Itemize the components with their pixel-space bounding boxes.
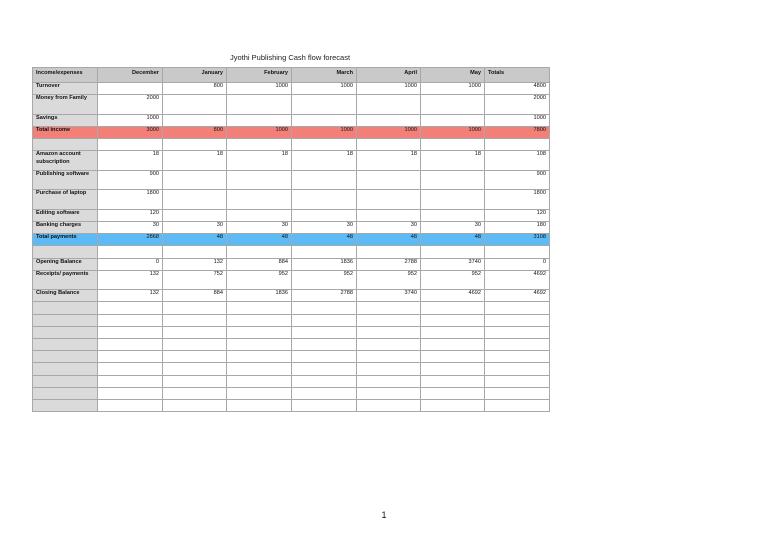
cell-march[interactable] <box>292 139 357 151</box>
cell-april[interactable] <box>357 363 421 375</box>
table-row <box>33 126 550 138</box>
page-number: 1 <box>381 510 387 520</box>
cell-april[interactable] <box>357 114 421 126</box>
header-cell-january[interactable]: January <box>163 68 227 83</box>
cell-may[interactable]: 4692 <box>421 290 485 302</box>
cell-may[interactable] <box>421 326 485 338</box>
cell-april[interactable]: 2788 <box>357 258 421 270</box>
cell-april[interactable] <box>357 399 421 411</box>
cell-march[interactable] <box>292 246 357 258</box>
cell-december[interactable] <box>98 246 163 258</box>
cell-january[interactable] <box>163 387 227 399</box>
cell-totals[interactable] <box>485 139 550 151</box>
cell-december[interactable] <box>98 387 163 399</box>
cell-march[interactable] <box>292 302 357 314</box>
cell-december[interactable]: 18 <box>98 151 163 171</box>
table-row <box>33 170 550 190</box>
cell-may[interactable]: 1000 <box>421 126 485 138</box>
cell-totals[interactable]: 108 <box>485 151 550 171</box>
cell-february[interactable] <box>227 95 292 115</box>
cell-december[interactable] <box>98 375 163 387</box>
cell-december[interactable]: 120 <box>98 209 163 221</box>
table-row <box>33 139 550 151</box>
cell-april[interactable]: 1000 <box>357 83 421 95</box>
cell-april[interactable] <box>357 139 421 151</box>
cell-may[interactable] <box>421 95 485 115</box>
cell-april[interactable]: 952 <box>357 270 421 290</box>
cell-may[interactable]: 3740 <box>421 258 485 270</box>
cell-totals[interactable]: 120 <box>485 209 550 221</box>
cell-may[interactable] <box>421 139 485 151</box>
row-label-cell[interactable]: Receipts/ payments <box>33 270 98 290</box>
table-row <box>33 338 550 350</box>
cell-april[interactable] <box>357 302 421 314</box>
cell-january[interactable] <box>163 326 227 338</box>
row-label-cell[interactable]: Total payments <box>33 234 98 246</box>
cell-january[interactable] <box>163 190 227 210</box>
header-cell-april[interactable]: April <box>357 68 421 83</box>
row-label-cell[interactable] <box>33 246 98 258</box>
table-row <box>33 290 550 302</box>
cell-april[interactable] <box>357 387 421 399</box>
cell-february[interactable] <box>227 139 292 151</box>
table-row <box>33 270 550 290</box>
cell-may[interactable] <box>421 170 485 190</box>
cell-february[interactable]: 1000 <box>227 83 292 95</box>
cell-february[interactable] <box>227 326 292 338</box>
cell-december[interactable]: 30 <box>98 221 163 233</box>
cell-april[interactable]: 18 <box>357 151 421 171</box>
cell-january[interactable] <box>163 139 227 151</box>
cell-february[interactable] <box>227 170 292 190</box>
cell-march[interactable] <box>292 314 357 326</box>
cell-february[interactable] <box>227 302 292 314</box>
cell-totals[interactable]: 180 <box>485 221 550 233</box>
cell-january[interactable] <box>163 375 227 387</box>
cell-april[interactable]: 1000 <box>357 126 421 138</box>
cell-may[interactable]: 1000 <box>421 83 485 95</box>
cell-december[interactable]: 2868 <box>98 234 163 246</box>
header-cell-march[interactable]: March <box>292 68 357 83</box>
cell-april[interactable] <box>357 209 421 221</box>
cell-december[interactable]: 0 <box>98 258 163 270</box>
cell-february[interactable]: 1836 <box>227 290 292 302</box>
cell-january[interactable]: 884 <box>163 290 227 302</box>
cell-december[interactable] <box>98 139 163 151</box>
table-body <box>33 83 550 412</box>
cell-march[interactable] <box>292 399 357 411</box>
cell-totals[interactable]: 900 <box>485 170 550 190</box>
table-row <box>33 190 550 210</box>
cell-january[interactable]: 48 <box>163 234 227 246</box>
cell-january[interactable] <box>163 95 227 115</box>
cell-january[interactable] <box>163 170 227 190</box>
cell-january[interactable]: 752 <box>163 270 227 290</box>
cell-april[interactable]: 30 <box>357 221 421 233</box>
cell-february[interactable] <box>227 114 292 126</box>
cell-february[interactable] <box>227 375 292 387</box>
cell-march[interactable]: 1000 <box>292 83 357 95</box>
cell-december[interactable] <box>98 338 163 350</box>
row-label-cell[interactable]: Banking charges <box>33 221 98 233</box>
cell-totals[interactable] <box>485 302 550 314</box>
cell-january[interactable]: 132 <box>163 258 227 270</box>
cell-march[interactable] <box>292 375 357 387</box>
row-label-cell[interactable]: Turnover <box>33 83 98 95</box>
table-row <box>33 221 550 233</box>
cell-february[interactable] <box>227 246 292 258</box>
cell-january[interactable] <box>163 399 227 411</box>
cell-january[interactable] <box>163 209 227 221</box>
cell-may[interactable] <box>421 375 485 387</box>
table-row <box>33 234 550 246</box>
cell-january[interactable] <box>163 338 227 350</box>
cell-may[interactable] <box>421 399 485 411</box>
cell-december[interactable] <box>98 351 163 363</box>
cell-totals[interactable] <box>485 314 550 326</box>
row-label-cell[interactable]: Opening Balance <box>33 258 98 270</box>
row-label-cell[interactable]: Savings <box>33 114 98 126</box>
row-label-cell[interactable]: Total income <box>33 126 98 138</box>
cell-january[interactable]: 18 <box>163 151 227 171</box>
table-row <box>33 302 550 314</box>
cell-february[interactable] <box>227 363 292 375</box>
row-label-cell[interactable] <box>33 387 98 399</box>
cell-march[interactable]: 1000 <box>292 126 357 138</box>
cell-march[interactable] <box>292 95 357 115</box>
table-row <box>33 114 550 126</box>
cell-january[interactable] <box>163 351 227 363</box>
header-cell-totals[interactable]: Totals <box>485 68 550 83</box>
row-label-cell[interactable] <box>33 314 98 326</box>
table-row <box>33 83 550 95</box>
cell-april[interactable] <box>357 170 421 190</box>
cell-march[interactable]: 18 <box>292 151 357 171</box>
cell-january[interactable]: 30 <box>163 221 227 233</box>
cell-december[interactable] <box>98 399 163 411</box>
cell-february[interactable]: 1000 <box>227 126 292 138</box>
cell-march[interactable]: 30 <box>292 221 357 233</box>
document-title: Jyothi Publishing Cash flow forecast <box>229 53 351 62</box>
header-cell-december[interactable]: December <box>98 68 163 83</box>
table-row <box>33 258 550 270</box>
cell-april[interactable] <box>357 338 421 350</box>
row-label-cell[interactable] <box>33 363 98 375</box>
row-label-cell[interactable] <box>33 139 98 151</box>
row-label-cell[interactable]: Editing software <box>33 209 98 221</box>
cell-may[interactable]: 30 <box>421 221 485 233</box>
cell-february[interactable] <box>227 209 292 221</box>
cell-may[interactable] <box>421 363 485 375</box>
cell-january[interactable] <box>163 314 227 326</box>
cell-december[interactable]: 132 <box>98 290 163 302</box>
cell-totals[interactable] <box>485 338 550 350</box>
cell-december[interactable] <box>98 363 163 375</box>
row-label-cell[interactable]: Amazon account subscription <box>33 151 98 171</box>
row-label-cell[interactable]: Money from Family <box>33 95 98 115</box>
cell-february[interactable] <box>227 338 292 350</box>
cell-march[interactable] <box>292 209 357 221</box>
header-cell-may[interactable]: May <box>421 68 485 83</box>
cell-january[interactable] <box>163 302 227 314</box>
cell-december[interactable]: 3000 <box>98 126 163 138</box>
cell-totals[interactable] <box>485 351 550 363</box>
cell-totals[interactable] <box>485 246 550 258</box>
cell-january[interactable] <box>163 246 227 258</box>
cell-march[interactable] <box>292 114 357 126</box>
cell-february[interactable] <box>227 190 292 210</box>
table-row <box>33 151 550 171</box>
cell-may[interactable] <box>421 314 485 326</box>
cell-february[interactable] <box>227 314 292 326</box>
cell-may[interactable] <box>421 302 485 314</box>
cell-april[interactable] <box>357 314 421 326</box>
cell-april[interactable]: 3740 <box>357 290 421 302</box>
row-label-cell[interactable] <box>33 375 98 387</box>
cell-totals[interactable]: 2000 <box>485 95 550 115</box>
cell-totals[interactable]: 7800 <box>485 126 550 138</box>
cell-december[interactable] <box>98 302 163 314</box>
row-label-cell[interactable] <box>33 338 98 350</box>
cell-february[interactable] <box>227 387 292 399</box>
header-cell-february[interactable]: February <box>227 68 292 83</box>
cell-february[interactable]: 30 <box>227 221 292 233</box>
cell-february[interactable]: 48 <box>227 234 292 246</box>
cell-december[interactable]: 900 <box>98 170 163 190</box>
cell-march[interactable] <box>292 363 357 375</box>
cell-may[interactable]: 48 <box>421 234 485 246</box>
cell-december[interactable]: 1000 <box>98 114 163 126</box>
cell-may[interactable] <box>421 190 485 210</box>
cell-may[interactable] <box>421 338 485 350</box>
table-row <box>33 326 550 338</box>
cell-march[interactable]: 1836 <box>292 258 357 270</box>
cell-may[interactable] <box>421 351 485 363</box>
table-row <box>33 399 550 411</box>
cell-march[interactable] <box>292 190 357 210</box>
row-label-cell[interactable] <box>33 302 98 314</box>
table-row <box>33 95 550 115</box>
cell-december[interactable] <box>98 314 163 326</box>
cell-may[interactable]: 952 <box>421 270 485 290</box>
cell-april[interactable] <box>357 190 421 210</box>
cell-april[interactable] <box>357 246 421 258</box>
cell-totals[interactable]: 3108 <box>485 234 550 246</box>
cell-totals[interactable]: 4800 <box>485 83 550 95</box>
cell-february[interactable]: 18 <box>227 151 292 171</box>
row-label-cell[interactable] <box>33 399 98 411</box>
cell-april[interactable] <box>357 351 421 363</box>
table-row <box>33 209 550 221</box>
cell-may[interactable] <box>421 114 485 126</box>
cell-january[interactable] <box>163 363 227 375</box>
cell-february[interactable] <box>227 399 292 411</box>
cell-march[interactable] <box>292 338 357 350</box>
cell-march[interactable] <box>292 326 357 338</box>
cell-totals[interactable] <box>485 399 550 411</box>
table-row <box>33 387 550 399</box>
cell-totals[interactable]: 4692 <box>485 270 550 290</box>
cell-december[interactable]: 1800 <box>98 190 163 210</box>
cell-april[interactable]: 48 <box>357 234 421 246</box>
header-cell-label[interactable]: Income/expenses <box>33 68 98 83</box>
cell-totals[interactable] <box>485 375 550 387</box>
row-label-cell[interactable]: Publishing software <box>33 170 98 190</box>
cell-april[interactable] <box>357 326 421 338</box>
cell-february[interactable]: 884 <box>227 258 292 270</box>
cell-december[interactable] <box>98 83 163 95</box>
row-label-cell[interactable] <box>33 326 98 338</box>
cell-totals[interactable] <box>485 387 550 399</box>
cell-january[interactable] <box>163 114 227 126</box>
table-row <box>33 375 550 387</box>
header-row <box>33 68 550 83</box>
cell-totals[interactable] <box>485 363 550 375</box>
cell-december[interactable]: 2000 <box>98 95 163 115</box>
cell-march[interactable]: 48 <box>292 234 357 246</box>
cell-may[interactable] <box>421 209 485 221</box>
cell-may[interactable] <box>421 387 485 399</box>
cell-january[interactable]: 800 <box>163 126 227 138</box>
cell-march[interactable] <box>292 170 357 190</box>
table-row <box>33 246 550 258</box>
cell-february[interactable]: 952 <box>227 270 292 290</box>
row-label-cell[interactable]: Closing Balance <box>33 290 98 302</box>
cell-totals[interactable]: 1000 <box>485 114 550 126</box>
cell-totals[interactable] <box>485 326 550 338</box>
cash-flow-table <box>32 67 550 412</box>
cell-december[interactable]: 132 <box>98 270 163 290</box>
cell-march[interactable] <box>292 351 357 363</box>
cell-december[interactable] <box>98 326 163 338</box>
table-row <box>33 314 550 326</box>
row-label-cell[interactable]: Purchase of laptop <box>33 190 98 210</box>
row-label-cell[interactable] <box>33 351 98 363</box>
cell-may[interactable] <box>421 246 485 258</box>
cell-may[interactable]: 18 <box>421 151 485 171</box>
cell-totals[interactable]: 0 <box>485 258 550 270</box>
cell-january[interactable]: 800 <box>163 83 227 95</box>
table-row <box>33 363 550 375</box>
table-row <box>33 351 550 363</box>
cell-march[interactable]: 2788 <box>292 290 357 302</box>
cell-march[interactable] <box>292 387 357 399</box>
cell-april[interactable] <box>357 375 421 387</box>
cell-totals[interactable]: 1800 <box>485 190 550 210</box>
cell-march[interactable]: 952 <box>292 270 357 290</box>
cell-april[interactable] <box>357 95 421 115</box>
cell-february[interactable] <box>227 351 292 363</box>
cell-totals[interactable]: 4692 <box>485 290 550 302</box>
